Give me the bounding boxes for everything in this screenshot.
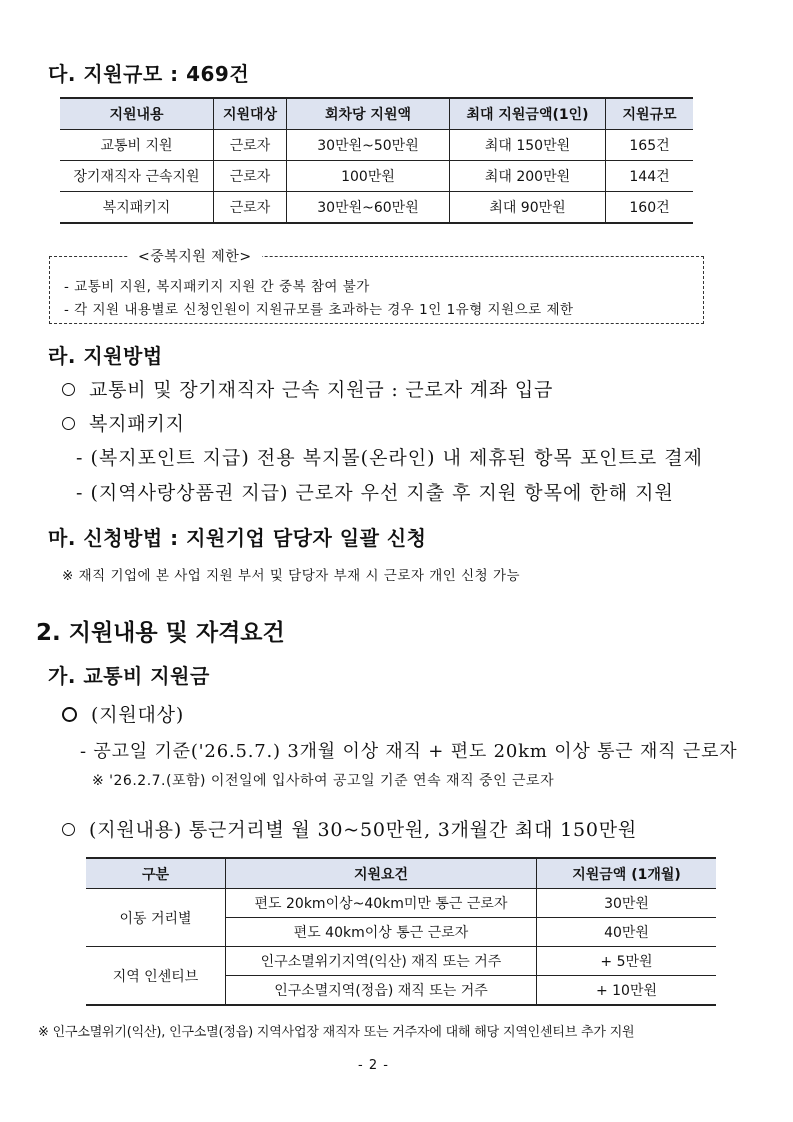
table-row — [86, 889, 716, 918]
target-note: ※ '26.2.7.(포함) 이전일에 입사하여 공고일 기준 연속 재직 중인 근로자 — [92, 773, 555, 789]
table-row — [60, 130, 693, 161]
target-label-item — [62, 700, 184, 727]
duplicate-restriction-title: <중복지원 제한> — [128, 246, 262, 266]
content-line: (지원내용) 통근거리별 월 30~50만원, 3개월간 최대 150만원 — [89, 819, 638, 841]
table-cell: 인구소멸지역(정읍) 재직 또는 거주 — [226, 976, 537, 1006]
table-cell: + 10만원 — [537, 976, 717, 1006]
table-cell: 편도 40km이상 통근 근로자 — [226, 918, 537, 947]
table-header-cell: 지원내용 — [60, 98, 214, 130]
table-row — [60, 192, 693, 224]
table-cell: 최대 150만원 — [450, 130, 606, 161]
table-cell: 160건 — [606, 192, 694, 224]
table-cell: 40만원 — [537, 918, 717, 947]
section-da-title: 다. 지원규모 : 469건 — [48, 62, 250, 86]
table-header-cell: 지원대상 — [214, 98, 287, 130]
table-cell: 근로자 — [214, 130, 287, 161]
method-item-welfare — [62, 409, 185, 436]
table-row — [86, 947, 716, 976]
table-cell: 144건 — [606, 161, 694, 192]
table-cell: 100만원 — [287, 161, 450, 192]
table-cell: 30만원 — [537, 889, 717, 918]
circle-bullet-icon — [62, 823, 75, 836]
content-item — [62, 815, 637, 842]
target-label: (지원대상) — [91, 704, 185, 726]
table-header-cell: 지원규모 — [606, 98, 694, 130]
circle-bullet-icon — [62, 707, 77, 722]
section-ma-note: ※ 재직 기업에 본 사업 지원 부서 및 담당자 부재 시 근로자 개인 신청 가능 — [62, 568, 521, 584]
section-ga-title: 가. 교통비 지원금 — [48, 664, 210, 688]
table-cell: 근로자 — [214, 192, 287, 224]
table-cell: 30만원~50만원 — [287, 130, 450, 161]
table-cell: + 5만원 — [537, 947, 717, 976]
circle-bullet-icon — [62, 383, 75, 396]
table-cell: 편도 20km이상~40km미만 통근 근로자 — [226, 889, 537, 918]
table-cell: 최대 200만원 — [450, 161, 606, 192]
section-2-title: 2. 지원내용 및 자격요건 — [36, 620, 285, 646]
circle-bullet-icon — [62, 417, 75, 430]
table-header-row — [60, 98, 693, 130]
method-item-transport — [62, 375, 553, 402]
table-cell: 30만원~60만원 — [287, 192, 450, 224]
footer-note: ※ 인구소멸위기(익산), 인구소멸(정읍) 지역사업장 재직자 또는 거주자에 대해 해당 지역인센티브 추가 지원 — [38, 1025, 635, 1040]
table-header-cell: 지원금액 (1개월) — [537, 858, 717, 889]
page-number: - 2 - — [358, 1058, 389, 1073]
table-header-cell: 구분 — [86, 858, 226, 889]
table-cell: 교통비 지원 — [60, 130, 214, 161]
table-header-cell: 회차당 지원액 — [287, 98, 450, 130]
table-cell: 최대 90만원 — [450, 192, 606, 224]
table-cell: 165건 — [606, 130, 694, 161]
table-cell: 복지패키지 — [60, 192, 214, 224]
table-header-cell: 지원요건 — [226, 858, 537, 889]
table-cell: 장기재직자 근속지원 — [60, 161, 214, 192]
method-sub-voucher: - (지역사랑상품권 지급) 근로자 우선 지출 후 지원 항목에 한해 지원 — [76, 482, 674, 504]
table-group-cell: 이동 거리별 — [86, 889, 226, 947]
duplicate-restriction-line: - 각 지원 내용별로 신청인원이 지원규모를 초과하는 경우 1인 1유형 지원으로 제한 — [64, 302, 574, 318]
table-group-cell: 지역 인센티브 — [86, 947, 226, 1006]
table-cell: 근로자 — [214, 161, 287, 192]
section-ma-title: 마. 신청방법 : 지원기업 담당자 일괄 신청 — [48, 526, 427, 550]
section-ra-title: 라. 지원방법 — [48, 344, 163, 368]
duplicate-restriction-line: - 교통비 지원, 복지패키지 지원 간 중복 참여 불가 — [64, 279, 370, 295]
method-item-text: 교통비 및 장기재직자 근속 지원금 : 근로자 계좌 입금 — [89, 379, 554, 401]
table-header-cell: 최대 지원금액(1인) — [450, 98, 606, 130]
support-scale-table — [60, 97, 693, 224]
table-row — [60, 161, 693, 192]
target-line: - 공고일 기준('26.5.7.) 3개월 이상 재직 + 편도 20km 이상 통근 재직 근로자 — [80, 741, 738, 762]
method-item-text: 복지패키지 — [89, 413, 185, 435]
method-sub-point: - (복지포인트 지급) 전용 복지몰(온라인) 내 제휴된 항목 포인트로 결제 — [76, 447, 703, 469]
table-cell: 인구소멸위기지역(익산) 재직 또는 거주 — [226, 947, 537, 976]
table-header-row — [86, 858, 716, 889]
transport-support-table — [86, 857, 716, 1006]
